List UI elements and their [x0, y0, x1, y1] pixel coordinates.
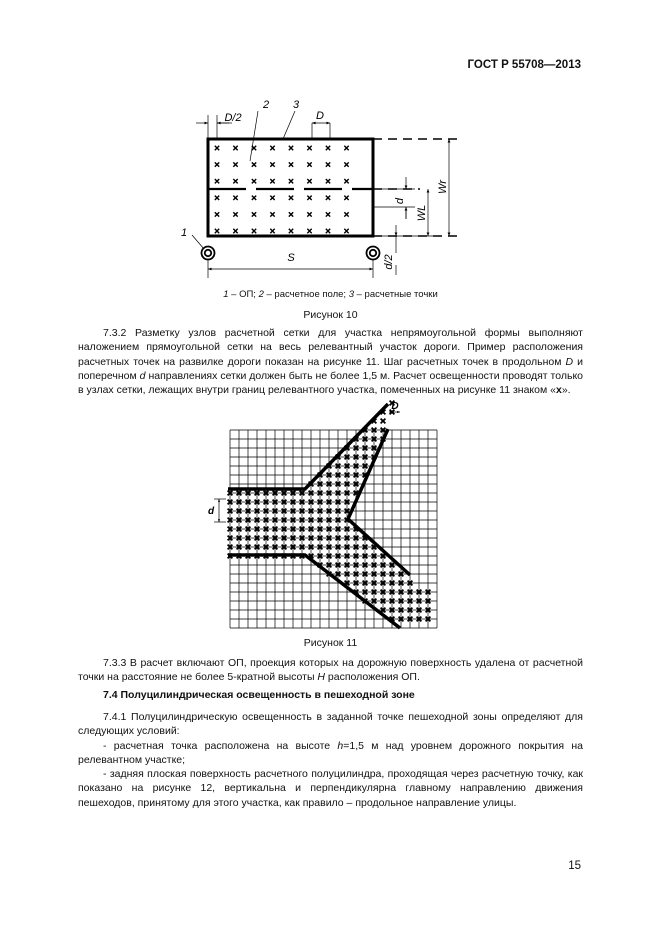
section-7-4-title: 7.4 Полуцилиндрическая освещенность в пешеходной зоне — [103, 689, 415, 701]
calc-point — [326, 229, 330, 233]
calc-point — [252, 212, 256, 216]
calc-point — [215, 179, 219, 183]
paragraph-7-3-3: 7.3.3 В расчет включают ОП, проекция которых на дорожную поверхность удалена от расчетной точки на расстояние не более 5-кратной высоты H расположения ОП. — [78, 657, 583, 684]
calc-point — [289, 146, 293, 150]
bullet-surface: - задняя плоская поверхность расчетного полуцилиндра, проходящая через расчетную точку, как показано на рисунке 12, вертикальна и перпендикулярна главному направлению движения пешеходов, принятому для этого участка, как правило – продольное направление улицы. — [78, 768, 583, 809]
calc-point — [344, 179, 348, 183]
calc-point — [233, 212, 237, 216]
calc-point — [252, 229, 256, 233]
label-step-trans: d — [394, 197, 406, 205]
label-half-step: D/2 — [224, 112, 242, 124]
calc-point — [344, 162, 348, 166]
calc-point — [215, 196, 219, 200]
calc-point — [326, 162, 330, 166]
calc-point — [326, 179, 330, 183]
label-op: 1 — [180, 227, 188, 239]
figure-10-legend: 1 – ОП; 2 – расчетное поле; 3 – расчетные точки — [223, 289, 438, 300]
calc-point — [307, 162, 311, 166]
label-width-lane: WL — [416, 204, 428, 222]
figure-10-caption: Рисунок 10 — [303, 309, 358, 321]
calc-point — [289, 162, 293, 166]
bullet-height: - расчетная точка расположена на высоте h=1,5 м над уровнем дорожного покрытия на релевантном участке; — [78, 739, 583, 766]
paragraph-7-3-2: 7.3.2 Разметку узлов расчетной сетки для участка непрямоугольной формы выполняют наложением прямоугольной сетки на весь релевантный участок дороги. Пример расположения расчетных точек на развилке дороги показан на рисунке 11. Шаг расчетных точек в продольном D и поперечном d направлениях сетки должен быть не более 1,5 м. Расчет освещенности проводят только в узлах сетки, лежащих внутри границ релевантного участка, помеченных на рисунке 11 знаком «x». — [78, 327, 583, 397]
calc-point — [233, 179, 237, 183]
label-step-long: D — [391, 401, 399, 412]
calc-point — [270, 229, 274, 233]
calc-point — [289, 179, 293, 183]
calc-point — [270, 196, 274, 200]
document-code: ГОСТ Р 55708—2013 — [467, 59, 581, 71]
calc-point — [270, 179, 274, 183]
label-width-total: Wr — [437, 179, 449, 195]
calc-point — [215, 229, 219, 233]
calc-point — [215, 162, 219, 166]
page-number: 15 — [568, 860, 581, 872]
label-half-trans: d/2 — [383, 254, 395, 270]
calc-point — [326, 212, 330, 216]
figure-11-caption: Рисунок 11 — [303, 637, 358, 649]
calc-point — [215, 146, 219, 150]
dimension-lines — [192, 111, 449, 278]
calc-point — [252, 162, 256, 166]
calc-point — [307, 179, 311, 183]
calc-point — [307, 229, 311, 233]
figure-10 — [170, 95, 470, 280]
calc-point — [233, 196, 237, 200]
calc-point — [307, 212, 311, 216]
calc-point — [289, 229, 293, 233]
paragraph-7-4-1 — [78, 710, 583, 810]
calc-point — [344, 229, 348, 233]
figure-11 — [200, 400, 440, 630]
calc-point — [289, 196, 293, 200]
calc-point — [215, 212, 219, 216]
calc-point — [326, 196, 330, 200]
paragraph-7-4-1-intro: 7.4.1 Полуцилиндрическую освещенность в заданной точке пешеходной зоны определяют для следующих условий: — [78, 711, 583, 738]
calc-point — [270, 146, 274, 150]
calc-point — [233, 146, 237, 150]
calc-point — [326, 146, 330, 150]
label-step-trans: d — [207, 506, 215, 517]
calc-point — [289, 212, 293, 216]
calc-point — [344, 212, 348, 216]
label-field: 2 — [262, 99, 270, 111]
label-step-long: D — [316, 110, 324, 122]
calc-point — [252, 196, 256, 200]
calculation-field-border — [208, 139, 373, 236]
calc-point — [252, 179, 256, 183]
calc-point — [270, 162, 274, 166]
calc-point — [270, 212, 274, 216]
calc-point — [307, 146, 311, 150]
calc-point — [307, 196, 311, 200]
label-points: 3 — [292, 99, 300, 111]
calc-point — [344, 146, 348, 150]
grid-point — [381, 419, 386, 424]
calc-point — [233, 229, 237, 233]
luminaire-right — [367, 247, 380, 260]
calc-point — [233, 162, 237, 166]
calc-point — [344, 196, 348, 200]
label-span: S — [287, 252, 295, 264]
